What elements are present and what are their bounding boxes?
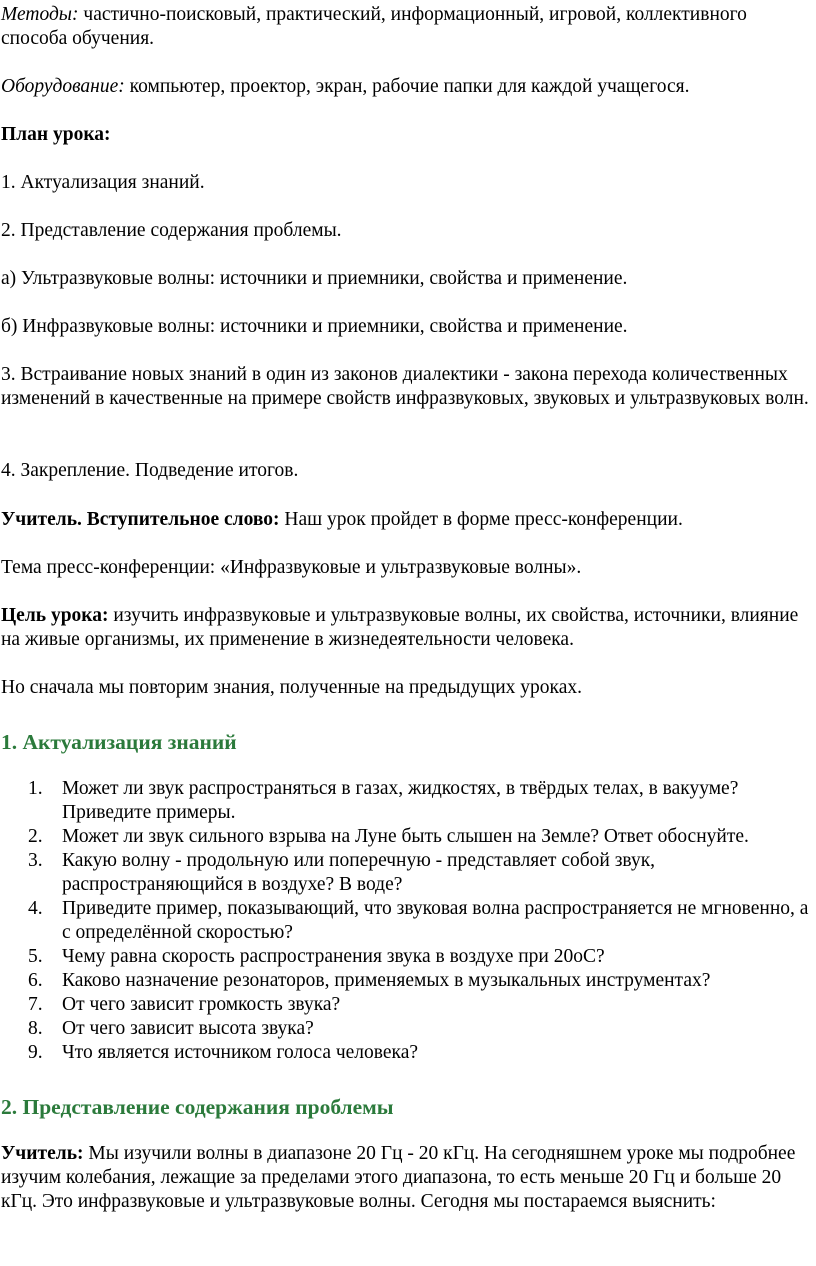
list-item: [0, 897, 810, 945]
goal-paragraph: [1, 604, 809, 652]
equipment-label: Оборудование:: [1, 76, 125, 97]
list-item-text: Может ли звук распространяться в газах, жидкостях, в твёрдых телах, в вакууме? Приведите примеры.: [62, 778, 739, 823]
intro-label: Учитель. Вступительное слово:: [1, 509, 280, 530]
list-item: [0, 1017, 810, 1041]
list-item: [0, 1041, 810, 1065]
teacher-label: Учитель:: [1, 1143, 84, 1164]
list-item-number: 6.: [28, 970, 43, 991]
plan-item-3: 3. Встраивание новых знаний в один из законов диалектики - закона перехода количественных изменений в качественные на примере свойств инфразвуковых, звуковых и ультразвуковых волн.: [1, 364, 809, 409]
list-item: [0, 777, 810, 825]
list-item: [0, 825, 810, 849]
list-item-text: Приведите пример, показывающий, что звуковая волна распространяется не мгновенно, а с определённой скоростью?: [62, 898, 809, 943]
intro-text: Наш урок пройдет в форме пресс-конференции.: [279, 509, 683, 530]
list-item: [0, 849, 810, 897]
list-item-text: Чему равна скорость распространения звука в воздухе при 20оС?: [62, 946, 605, 967]
list-item-text: От чего зависит высота звука?: [62, 1018, 314, 1039]
list-item-number: 2.: [28, 826, 43, 847]
list-item-text: Что является источником голоса человека?: [62, 1042, 419, 1063]
list-item-number: 7.: [28, 994, 43, 1015]
equipment-text: компьютер, проектор, экран, рабочие папки для каждой учащегося.: [124, 76, 690, 97]
methods-label: Методы:: [1, 4, 79, 25]
goal-label: Цель урока:: [1, 605, 109, 626]
equipment-paragraph: [1, 75, 809, 99]
methods-text: частично-поисковый, практический, информационный, игровой, коллективного способа обучения.: [1, 4, 747, 49]
list-item-number: 5.: [28, 946, 43, 967]
list-item-number: 9.: [28, 1042, 43, 1063]
list-item-number: 1.: [28, 778, 43, 799]
list-item-text: Каково назначение резонаторов, применяемых в музыкальных инструментах?: [62, 970, 711, 991]
teacher-paragraph: [1, 1142, 809, 1214]
topic-paragraph: Тема пресс-конференции: «Инфразвуковые и ультразвуковые волны».: [1, 557, 582, 578]
methods-paragraph: [1, 3, 809, 51]
list-item-number: 4.: [28, 898, 43, 919]
question-list: [0, 777, 810, 1065]
list-item-number: 3.: [28, 850, 43, 871]
list-item-text: От чего зависит громкость звука?: [62, 994, 341, 1015]
list-item-text: Может ли звук сильного взрыва на Луне быть слышен на Земле? Ответ обоснуйте.: [62, 826, 749, 847]
goal-text: изучить инфразвуковые и ультразвуковые волны, их свойства, источники, влияние на живые организмы, их применение в жизнедеятельности человека.: [1, 605, 799, 650]
plan-item-2: 2. Представление содержания проблемы.: [1, 220, 342, 241]
list-item: [0, 969, 810, 993]
plan-item-1: 1. Актуализация знаний.: [1, 172, 205, 193]
intro-paragraph: [1, 508, 809, 532]
section-2-heading: 2. Представление содержания проблемы: [1, 1095, 394, 1119]
list-item: [0, 993, 810, 1017]
teacher-text: Мы изучили волны в диапазоне 20 Гц - 20 кГц. На сегодняшнем уроке мы подробнее изучим колебания, лежащие за пределами этого диапазона, то есть меньше 20 Гц и больше 20 кГц. Это инфразвуковые и ультразвуковые волны. Сегодня мы постараемся выяснить:: [1, 1143, 796, 1212]
plan-item-2a: а) Ультразвуковые волны: источники и приемники, свойства и применение.: [1, 268, 628, 289]
section-1-heading: 1. Актуализация знаний: [1, 730, 237, 754]
plan-item-2b: б) Инфразвуковые волны: источники и приемники, свойства и применение.: [1, 316, 628, 337]
list-item-text: Какую волну - продольную или поперечную - представляет собой звук, распространяющийся в воздухе? В воде?: [62, 850, 656, 895]
repeat-paragraph: Но сначала мы повторим знания, полученные на предыдущих уроках.: [1, 677, 582, 698]
plan-item-4: 4. Закрепление. Подведение итогов.: [1, 460, 299, 481]
list-item: [0, 945, 810, 969]
list-item-number: 8.: [28, 1018, 43, 1039]
plan-heading: План урока:: [1, 124, 111, 145]
